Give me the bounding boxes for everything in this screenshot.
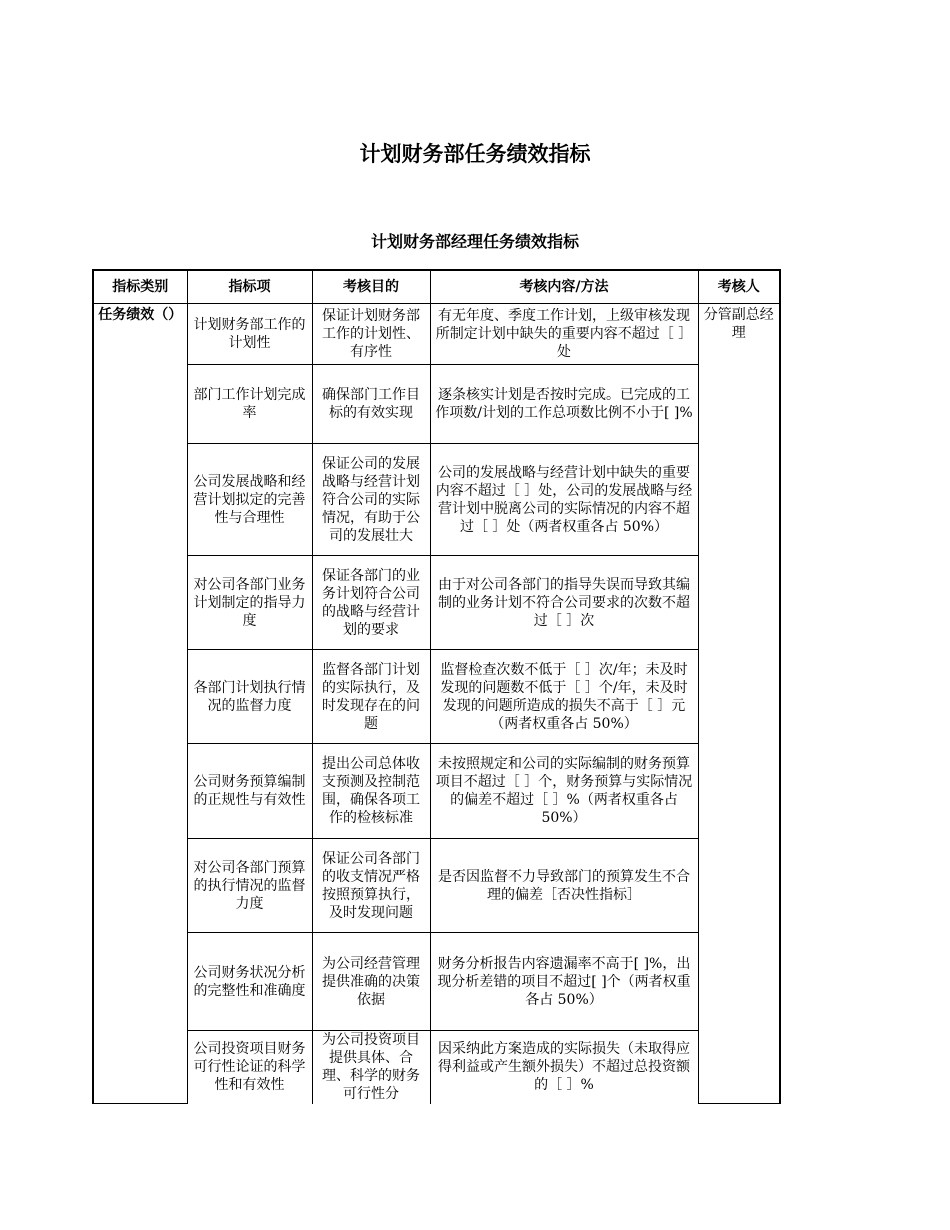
header-method: 考核内容/方法 [430, 270, 698, 304]
table-row [93, 556, 780, 650]
row-purpose: 确保部门工作目标的有效实现 [312, 365, 430, 444]
row-purpose: 保证计划财务部工作的计划性、有序性 [312, 304, 430, 365]
row-method: 未按照规定和公司的实际编制的财务预算项目不超过［ ］个，财务预算与实际情况的偏差不超过［ ］%（两者权重各占 50%） [430, 744, 698, 839]
document-title: 计划财务部任务绩效指标 [359, 141, 591, 166]
row-purpose: 为公司经营管理提供准确的决策依据 [312, 933, 430, 1031]
header-category: 指标类别 [93, 270, 187, 304]
row-item: 公司财务预算编制的正规性与有效性 [187, 744, 312, 839]
header-reviewer: 考核人 [698, 270, 780, 304]
kpi-table [92, 269, 781, 1104]
row-item: 公司投资项目财务可行性论证的科学性和有效性 [187, 1031, 312, 1104]
row-method: 逐条核实计划是否按时完成。已完成的工作项数/计划的工作总项数比例不小于[ ]% [430, 365, 698, 444]
row-purpose: 保证公司的发展战略与经营计划符合公司的实际情况，有助于公司的发展壮大 [312, 444, 430, 556]
row-item: 对公司各部门业务计划制定的指导力度 [187, 556, 312, 650]
table-header-row [93, 270, 780, 304]
row-method: 由于对公司各部门的指导失误而导致其编制的业务计划不符合公司要求的次数不超过［ ］次 [430, 556, 698, 650]
row-item: 公司发展战略和经营计划拟定的完善性与合理性 [187, 444, 312, 556]
table-row [93, 1031, 780, 1104]
row-purpose: 提出公司总体收支预测及控制范围，确保各项工作的检核标准 [312, 744, 430, 839]
row-method: 是否因监督不力导致部门的预算发生不合理的偏差［否决性指标］ [430, 839, 698, 933]
table-title: 计划财务部经理任务绩效指标 [370, 232, 579, 251]
row-item: 对公司各部门预算的执行情况的监督力度 [187, 839, 312, 933]
row-purpose: 监督各部门计划的实际执行，及时发现存在的问题 [312, 650, 430, 744]
row-method: 因采纳此方案造成的实际损失（未取得应得利益或产生额外损失）不超过总投资额的［ ］% [430, 1031, 698, 1104]
row-method: 监督检查次数不低于［ ］次/年；未及时发现的问题数不低于［ ］个/年，未及时发现的问题所造成的损失不高于［ ］元（两者权重各占 50%） [430, 650, 698, 744]
table-row [93, 650, 780, 744]
row-purpose: 为公司投资项目提供具体、合理、科学的财务可行性分 [312, 1031, 430, 1104]
row-purpose: 保证公司各部门的收支情况严格按照预算执行，及时发现问题 [312, 839, 430, 933]
table-row [93, 744, 780, 839]
row-method: 有无年度、季度工作计划，上级审核发现所制定计划中缺失的重要内容不超过［ ］处 [430, 304, 698, 365]
row-purpose: 保证各部门的业务计划符合公司的战略与经营计划的要求 [312, 556, 430, 650]
row-item: 各部门计划执行情况的监督力度 [187, 650, 312, 744]
table-row [93, 839, 780, 933]
reviewer-cell: 分管副总经理 [698, 304, 780, 1104]
header-item: 指标项 [187, 270, 312, 304]
row-method: 公司的发展战略与经营计划中缺失的重要内容不超过［ ］处，公司的发展战略与经营计划中脱离公司的实际情况的内容不超过［ ］处（两者权重各占 50%） [430, 444, 698, 556]
table-row [93, 304, 780, 365]
table-row [93, 933, 780, 1031]
table-row [93, 444, 780, 556]
row-method: 财务分析报告内容遗漏率不高于[ ]%，出现分析差错的项目不超过[ ]个（两者权重各占 50%） [430, 933, 698, 1031]
table-row [93, 365, 780, 444]
category-cell: 任务绩效（） [93, 304, 187, 1104]
row-item: 部门工作计划完成率 [187, 365, 312, 444]
header-purpose: 考核目的 [312, 270, 430, 304]
row-item: 公司财务状况分析的完整性和准确度 [187, 933, 312, 1031]
row-item: 计划财务部工作的计划性 [187, 304, 312, 365]
